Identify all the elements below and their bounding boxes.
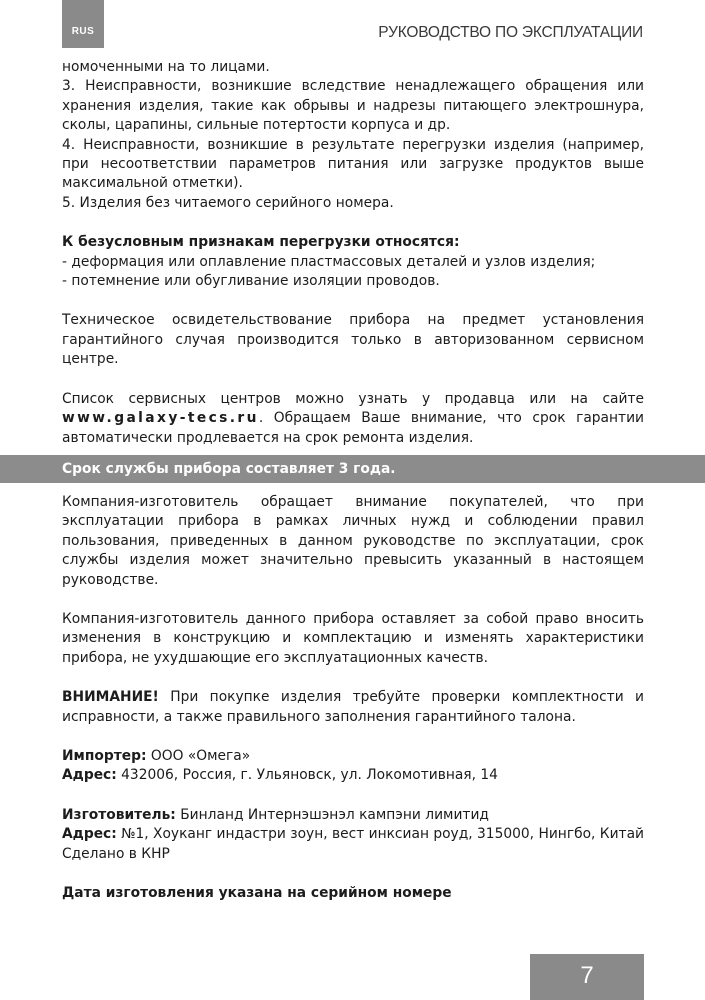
exclusion-item-5: 5. Изделия без читаемого серийного номера. bbox=[62, 194, 394, 211]
made-in: Сделано в КНР bbox=[62, 845, 170, 862]
exclusion-item-4: 4. Неисправности, возникшие в результате перегрузки изделия (например, при несоответствии параметров питания или загрузке продуктов выше максимальной отметки). bbox=[62, 136, 644, 192]
attention-paragraph: ВНИМАНИЕ! При покупке изделия требуйте проверки комплектности и исправности, а также правильного заполнения гарантийного талона. bbox=[62, 689, 644, 725]
exclusion-item-3: 3. Неисправности, возникшие вследствие ненадлежащего обращения или хранения изделия, такие как обрывы и надрезы питающего электрошнура, сколы, царапины, сильные потертости корпуса и др. bbox=[62, 78, 644, 134]
manufacture-date-note: Дата изготовления указана на серийном номере bbox=[62, 885, 452, 901]
document-title: РУКОВОДСТВО ПО ЭКСПЛУАТАЦИИ bbox=[378, 24, 643, 41]
service-life-band: Срок службы прибора составляет 3 года. bbox=[0, 455, 705, 483]
importer-address: Адрес: 432006, Россия, г. Ульяновск, ул. Локомотивная, 14 bbox=[62, 767, 498, 784]
manufacturer-address: Адрес: №1, Хоуканг индастри зоун, вест инксиан роуд, 315000, Нингбо, Китай bbox=[62, 826, 645, 843]
modifications-paragraph: Компания-изготовитель данного прибора оставляет за собой право вносить изменения в конструкцию и комплектацию и изменять характеристики прибора, не ухудшающие его эксплуатационных качеств. bbox=[62, 610, 644, 666]
page-content bbox=[62, 58, 644, 903]
service-centers-paragraph: Список сервисных центров можно узнать у продавца или на сайте www.galaxy-tecs.ru. Обращаем Ваше внимание, что срок гарантии автоматически продлевается на срок ремонта изделия. bbox=[62, 390, 644, 446]
overload-sign-2: - потемнение или обугливание изоляции проводов. bbox=[62, 273, 440, 290]
website-link[interactable]: www.galaxy-tecs.ru bbox=[62, 410, 259, 427]
page-number: 7 bbox=[530, 954, 644, 1000]
importer-line: Импортер: ООО «Омега» bbox=[62, 747, 251, 764]
language-tab: RUS bbox=[62, 0, 104, 48]
attention-label: ВНИМАНИЕ! bbox=[62, 689, 159, 706]
exclusion-continuation: номоченными на то лицами. bbox=[62, 59, 270, 75]
service-life-paragraph: Компания-изготовитель обращает внимание покупателей, что при эксплуатации прибора в рамках личных нужд и соблюдении правил пользования, приведенных в данном руководстве по эксплуатации, срок службы изделия может значительно превысить указанный в настоящем руководстве. bbox=[62, 493, 644, 588]
manufacturer-line: Изготовитель: Бинланд Интернэшэнэл кампэни лимитид bbox=[62, 806, 489, 823]
inspection-paragraph: Техническое освидетельствование прибора на предмет установления гарантийного случая производится только в авторизованном сервисном центре. bbox=[62, 312, 644, 368]
overload-sign-1: - деформация или оплавление пластмассовых деталей и узлов изделия; bbox=[62, 253, 596, 270]
overload-heading: К безусловным признакам перегрузки относятся: bbox=[62, 234, 460, 251]
